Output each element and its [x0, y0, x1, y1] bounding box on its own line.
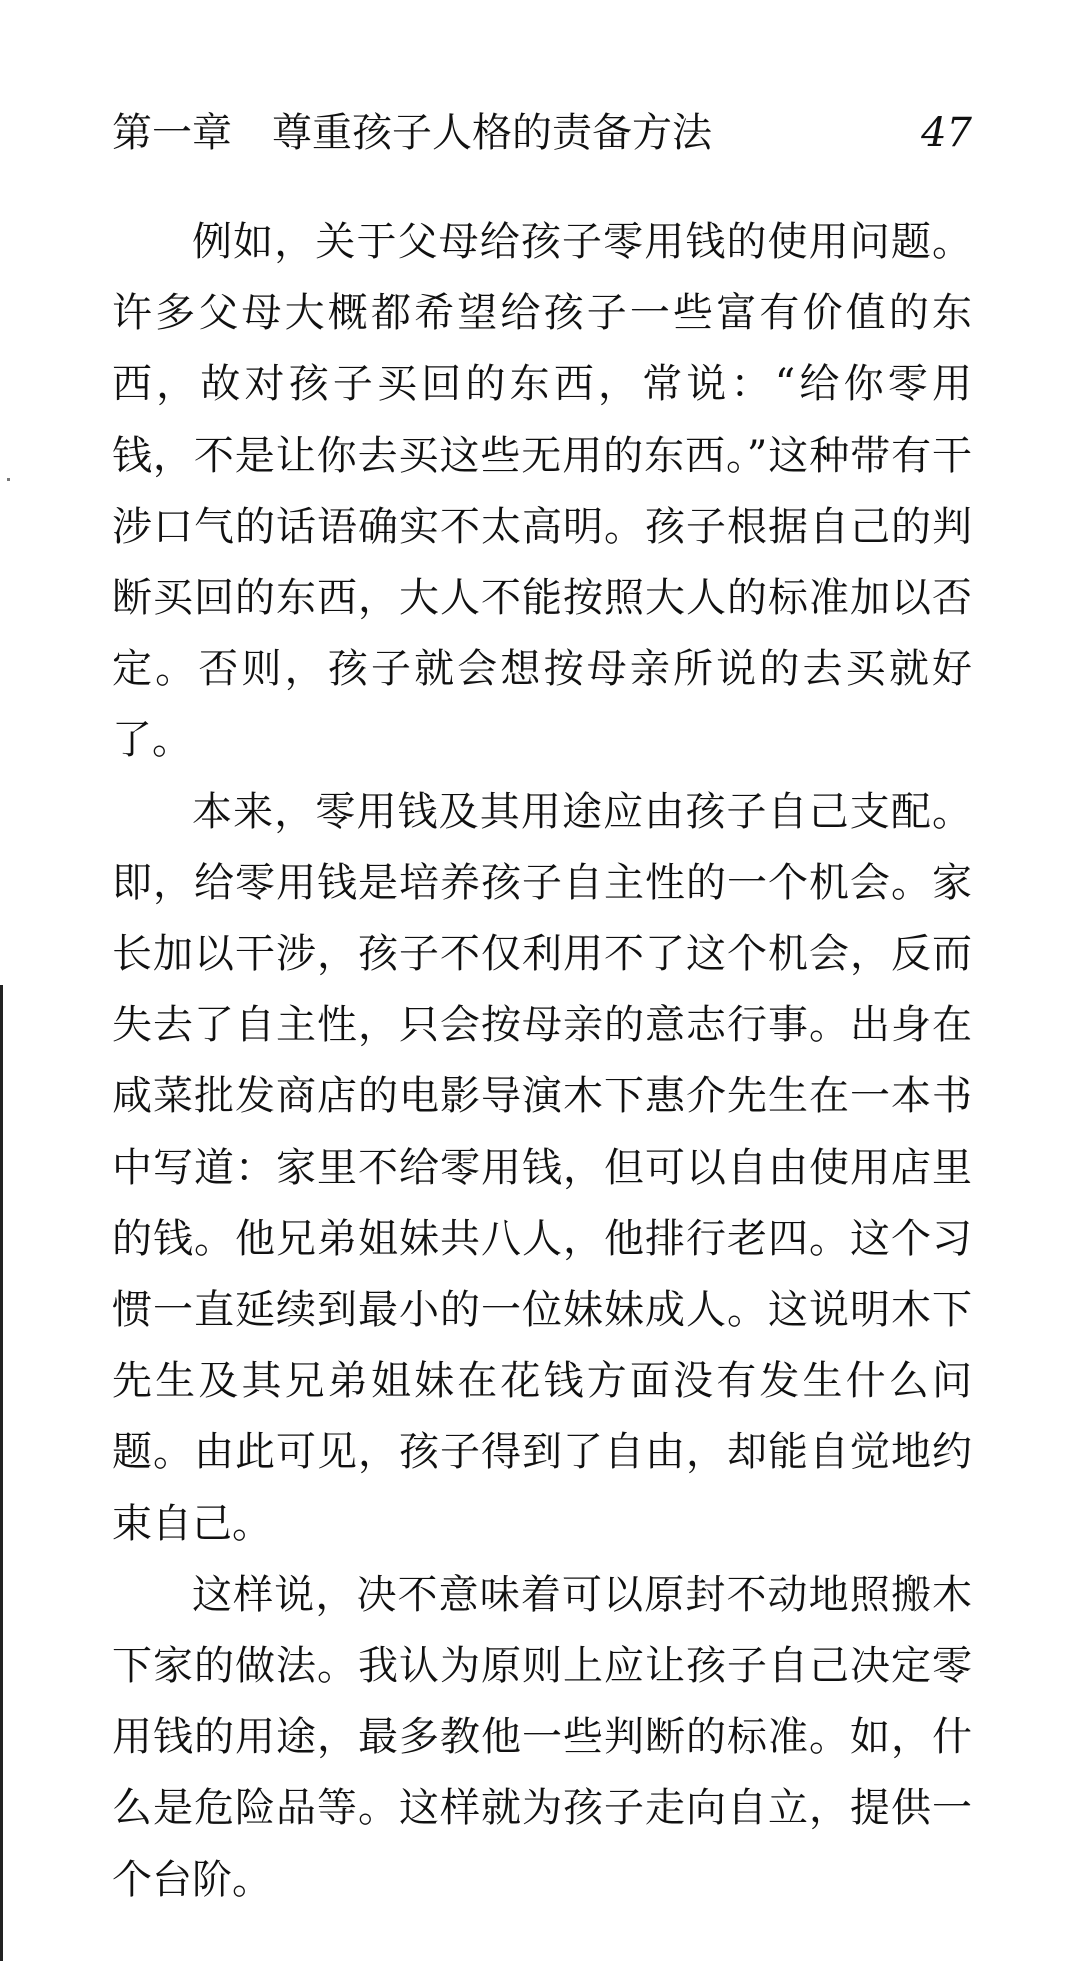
page-edge-line: [0, 985, 3, 1961]
running-header: [112, 103, 972, 163]
chapter-title: 第一章 尊重孩子人格的责备方法: [112, 110, 712, 156]
paragraph-1: 例如，关于父母给孩子零用钱的使用问题。许多父母大概都希望给孩子一些富有价值的东西，故对孩子买回的东西，常说：“给你零用钱，不是让你去买这些无用的东西。”这种带有干涉口气的话语确实不太高明。孩子根据自己的判断买回的东西，大人不能按照大人的标准加以否定。否则，孩子就会想按母亲所说的去买就好了。: [112, 219, 972, 764]
scan-speck: [7, 478, 10, 481]
paragraph-3: 这样说，决不意味着可以原封不动地照搬木下家的做法。我认为原则上应让孩子自己决定零用钱的用途，最多教他一些判断的标准。如，什么是危险品等。这样就为孩子走向自立，提供一个台阶。: [112, 1571, 972, 1903]
page-number: 47: [921, 110, 972, 156]
paragraph-2: 本来，零用钱及其用途应由孩子自己支配。即，给零用钱是培养孩子自主性的一个机会。家长加以干涉，孩子不仅利用不了这个机会，反而失去了自主性，只会按母亲的意志行事。出身在咸菜批发商店的电影导演木下惠介先生在一本书中写道：家里不给零用钱，但可以自由使用店里的钱。他兄弟姐妹共八人，他排行老四。这个习惯一直延续到最小的一位妹妹成人。这说明木下先生及其兄弟姐妹在花钱方面没有发生什么问题。由此可见，孩子得到了自由，却能自觉地约束自己。: [112, 788, 972, 1547]
body-text: [112, 207, 972, 1916]
